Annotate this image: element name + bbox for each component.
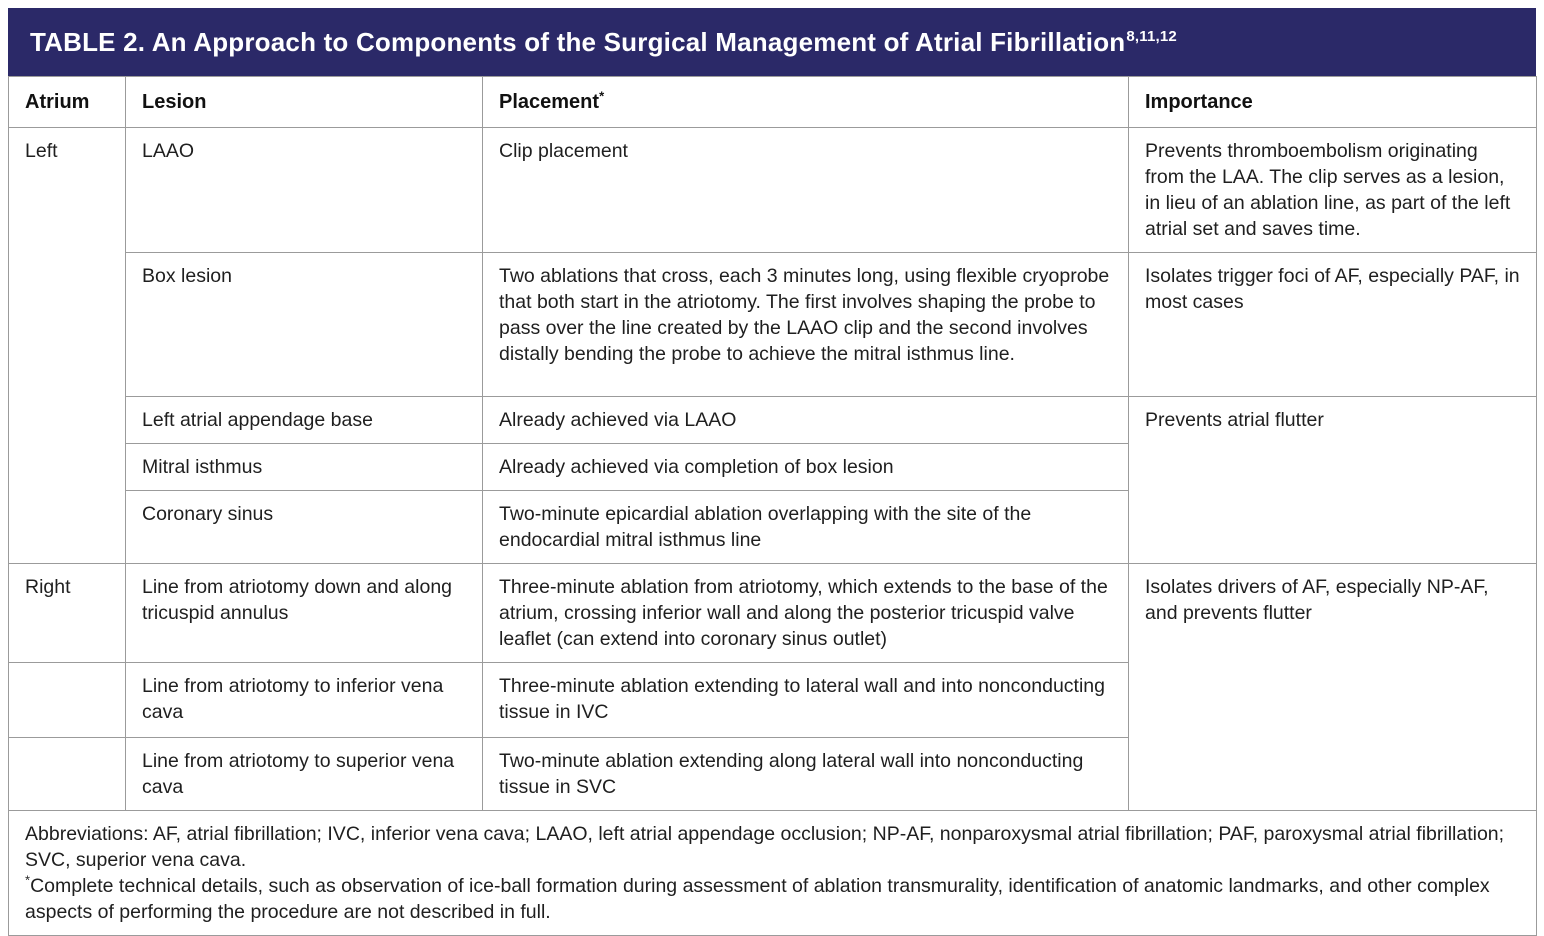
abbreviations-note: Abbreviations: AF, atrial fibrillation; IVC, inferior vena cava; LAAO, left atrial appendage occlusion; NP-AF, nonparoxysmal atrial fibrillation; PAF, paroxysmal atrial fibrillation; SVC, superior vena cava. (25, 823, 1505, 871)
placement-cell: Clip placement (483, 128, 1129, 253)
table-row-box-lesion (9, 253, 1537, 397)
column-header-row (9, 77, 1537, 128)
lesion-cell: Coronary sinus (126, 491, 483, 564)
lesion-cell: LAAO (126, 128, 483, 253)
placement-cell: Already achieved via LAAO (483, 397, 1129, 444)
table-row-laa-base (9, 397, 1537, 444)
table-footer (9, 811, 1537, 936)
placement-footnote-marker: * (599, 88, 605, 104)
title-reference-superscript: 8,11,12 (1126, 27, 1177, 45)
table-title (30, 27, 1177, 58)
placement-cell: Two-minute ablation extending along lateral wall into nonconducting tissue in SVC (483, 738, 1129, 811)
table-title-text: TABLE 2. An Approach to Components of the Surgical Management of Atrial Fibrillation (30, 26, 1126, 57)
placement-cell: Already achieved via completion of box lesion (483, 444, 1129, 491)
column-header-atrium: Atrium (9, 77, 126, 128)
column-header-placement (483, 77, 1129, 128)
table-2-frame (8, 8, 1536, 936)
placement-cell: Two-minute epicardial ablation overlapping with the site of the endocardial mitral isthmus line (483, 491, 1129, 564)
lesion-cell: Line from atriotomy to superior vena cava (126, 738, 483, 811)
column-header-placement-text: Placement (499, 91, 600, 113)
lesion-cell: Line from atriotomy down and along tricuspid annulus (126, 564, 483, 663)
footnote-marker: * (25, 872, 31, 888)
column-header-importance: Importance (1129, 77, 1537, 128)
lesion-cell: Left atrial appendage base (126, 397, 483, 444)
lesion-cell: Line from atriotomy to inferior vena cava (126, 663, 483, 738)
table-title-bar (8, 8, 1536, 76)
technical-footnote (25, 873, 1520, 925)
table-row-laao (9, 128, 1537, 253)
surgical-management-table (8, 76, 1537, 936)
importance-cell: Isolates trigger foci of AF, especially PAF, in most cases (1129, 253, 1537, 397)
lesion-cell: Box lesion (126, 253, 483, 397)
atrium-cell-empty (9, 738, 126, 811)
importance-cell: Isolates drivers of AF, especially NP-AF, and prevents flutter (1129, 564, 1537, 811)
placement-cell: Three-minute ablation extending to lateral wall and into nonconducting tissue in IVC (483, 663, 1129, 738)
atrium-cell-empty (9, 663, 126, 738)
lesion-cell: Mitral isthmus (126, 444, 483, 491)
table-footer-row (9, 811, 1537, 936)
atrium-cell-right: Right (9, 564, 126, 663)
placement-cell: Three-minute ablation from atriotomy, which extends to the base of the atrium, crossing inferior wall and along the posterior tricuspid valve leaflet (can extend into coronary sinus outlet) (483, 564, 1129, 663)
footnote-text: Complete technical details, such as observation of ice-ball formation during assessment of ablation transmurality, identification of anatomic landmarks, and other complex aspects of performing the procedure are not described in full. (25, 875, 1490, 923)
placement-cell: Two ablations that cross, each 3 minutes long, using flexible cryoprobe that both start in the atriotomy. The first involves shaping the probe to pass over the line created by the LAAO clip and the second involves distally bending the probe to achieve the mitral isthmus line. (483, 253, 1129, 397)
table-row-tricuspid-annulus (9, 564, 1537, 663)
atrium-cell-left: Left (9, 128, 126, 564)
column-header-lesion: Lesion (126, 77, 483, 128)
importance-cell: Prevents atrial flutter (1129, 397, 1537, 564)
importance-cell: Prevents thromboembolism originating from the LAA. The clip serves as a lesion, in lieu of an ablation line, as part of the left atrial set and saves time. (1129, 128, 1537, 253)
